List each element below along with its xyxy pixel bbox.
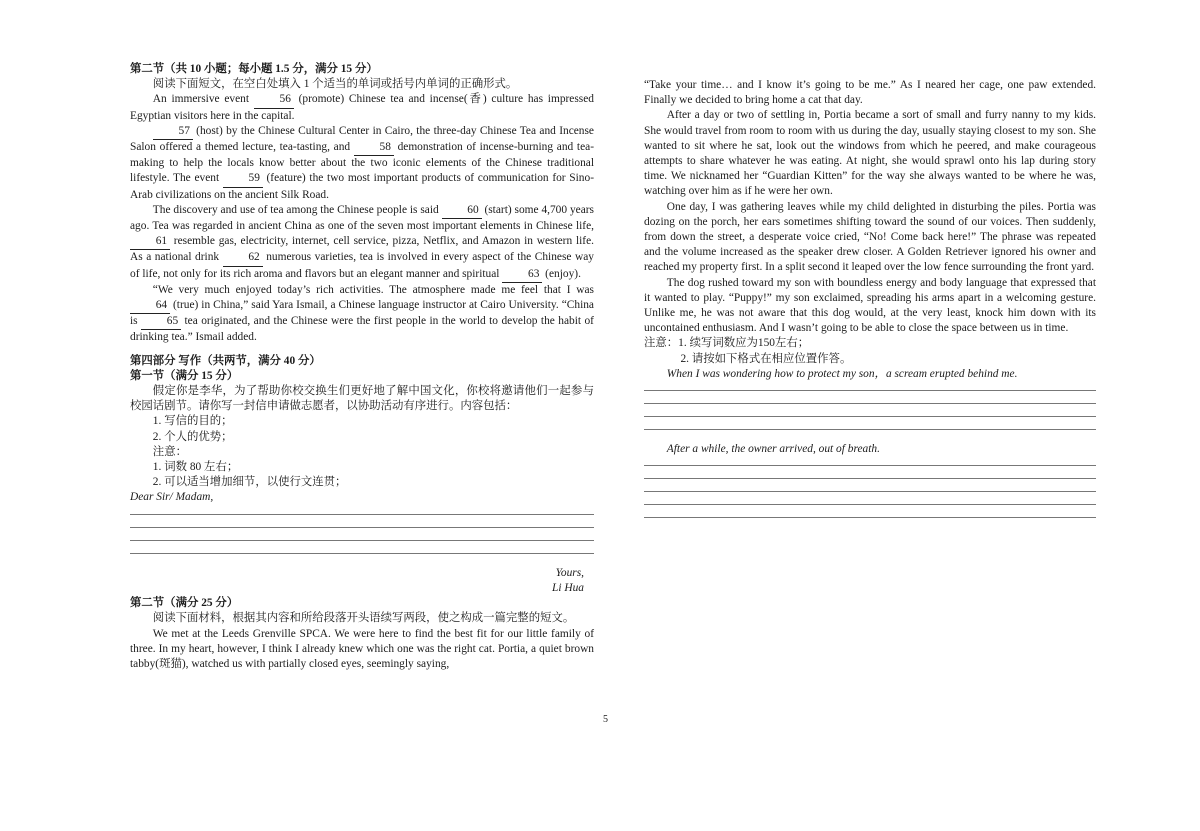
note-label: 注意： — [152, 445, 187, 458]
writing-prompt-2: 阅读下面材料，根据其内容和所给段落开头语续写两段，使之构成一篇完整的短文。 — [152, 612, 575, 625]
story-paragraph-2: “Take your time… and I know it’s going to be me.” As I neared her cage, one paw extended. Finally we decided to bring home a cat that day. — [644, 79, 1096, 107]
letter-salutation: Dear Sir/ Madam, — [130, 491, 214, 504]
passage-paragraph-2: 57 (host) by the Chinese Cultural Center in Cairo, the three-day Chinese Tea and Incense Salon offered a themed lecture, tea-tasting, and 58 demonstration of incense-burning and tea-making to help the locals know better about the two iconic elements of the Chinese traditional lifestyle. The event 59 (feature) the two most important products of communication for Sino-Arab civilizations on the ancient Silk Road. — [130, 124, 594, 201]
answer-lines-paragraph-2[interactable] — [644, 465, 1096, 518]
continuation-note-1: 注意：1. 续写词数应为150左右； — [644, 337, 810, 350]
letter-closing: Yours, — [555, 566, 584, 579]
continuation-note-2: 2. 请按如下格式在相应位置作答。 — [680, 352, 852, 365]
blank-60: 60 — [442, 203, 482, 219]
content-point-1: 1. 写信的目的； — [152, 415, 233, 428]
part4-title: 第四部分 写作（共两节，满分 40 分） — [130, 354, 321, 367]
note-item-2: 2. 可以适当增加细节，以使行文连贯； — [152, 476, 347, 489]
passage-paragraph-1: An immersive event 56 (promote) Chinese tea and incense(香) culture has impressed Egyptian visitors here in the capital. — [130, 93, 594, 122]
left-column — [130, 62, 594, 672]
paragraph-starter-2: After a while, the owner arrived, out of breath. — [666, 443, 880, 456]
answer-lines-paragraph-1[interactable] — [644, 390, 1096, 430]
blank-65: 65 — [141, 314, 181, 330]
letter-signature: Li Hua — [552, 581, 584, 594]
story-paragraph-3: After a day or two of settling in, Portia became a sort of small and furry nanny to my kids. She would travel from room to room with us during the day, usually staying closest to my son. She wanted to sit where he sat, look out the windows from which he peered, and make courageous attempts to share whatever he was eating. At night, she would sprawl onto his lap during story time. We nicknamed her “Guardian Kitten” for the way she always wanted to be where he was, watching over him as if he were her own. — [644, 109, 1096, 198]
story-paragraph-4: One day, I was gathering leaves while my child delighted in disturbing the piles. Portia was dozing on the porch, her ears sometimes shifting toward the sound of our voices. Then suddenly, from down the street, a desperate voice cried, “No! Come back here!” The phrase was repeated and the volume increased as the speaker drew closer. A Golden Retriever ignored his owner and reached my property first. In a split second it leaped over the low fence surrounding the front yard. — [644, 200, 1096, 274]
blank-61: 61 — [130, 234, 170, 250]
section2-title: 第二节（共 10 小题；每小题 1.5 分，满分 15 分） — [130, 63, 378, 75]
answer-lines-letter[interactable] — [130, 514, 594, 554]
blank-63: 63 — [502, 267, 542, 283]
section2-instruction: 阅读下面短文，在空白处填入 1 个适当的单词或括号内单词的正确形式。 — [152, 78, 518, 91]
blank-62: 62 — [223, 250, 263, 266]
writing-prompt-1: 假定你是李华，为了帮助你校交换生们更好地了解中国文化，你校将邀请他们一起参与校园话剧节。请你写一封信申请做志愿者，以协助活动有序进行。内容包括： — [130, 385, 594, 413]
paragraph-starter-1: When I was wondering how to protect my son，a scream erupted behind me. — [666, 367, 1018, 380]
story-paragraph-1: We met at the Leeds Grenville SPCA. We were here to find the best fit for our little family of three. In my heart, however, I think I already knew which one was the right cat. Portia, a quiet brown tabby(斑猫), watched us with partially closed eyes, seemingly saying, — [130, 627, 594, 670]
section2b-title: 第二节（满分 25 分） — [130, 597, 239, 610]
right-column — [644, 78, 1096, 530]
story-paragraph-5: The dog rushed toward my son with boundless energy and body language that expressed that it wanted to play. “Puppy!” my son exclaimed, spreading his arms apart in a welcoming gesture. Unlike me, he was not aware that this dog would, at the very least, knock him down with its uncontained enthusiasm. And I wasn’t going to be able to close the space between us in time. — [644, 276, 1096, 335]
content-point-2: 2. 个人的优势； — [152, 430, 233, 443]
passage-paragraph-4: “We very much enjoyed today’s rich activities. The atmosphere made me feel that I was 64 (true) in China,” said Yara Ismail, a Chinese language instructor at Cairo University. “China is 65 tea originated, and the Chinese were the first people in the world to develop the habit of drinking tea.” Ismail added. — [130, 283, 594, 344]
passage-paragraph-3: The discovery and use of tea among the Chinese people is said 60 (start) some 4,700 years ago. Tea was regarded in ancient China as one of the seven most important elements in Chinese life, 61 resemble gas, electricity, internet, cell service, pizza, Netflix, and Amazon in western life. As a national drink 62 numerous varieties, tea is involved in every aspect of the Chinese way of life, not only for its rich aroma and flavors but an elegant manner and spiritual 63 (enjoy). — [130, 203, 594, 283]
blank-56: 56 — [254, 92, 294, 108]
blank-57: 57 — [153, 124, 193, 140]
part4-section1-title: 第一节（满分 15 分） — [130, 369, 239, 382]
blank-59: 59 — [223, 171, 263, 187]
blank-58: 58 — [354, 140, 394, 156]
blank-64: 64 — [130, 298, 170, 314]
note-item-1: 1. 词数 80 左右； — [152, 461, 239, 474]
page-number: 5 — [603, 714, 608, 725]
